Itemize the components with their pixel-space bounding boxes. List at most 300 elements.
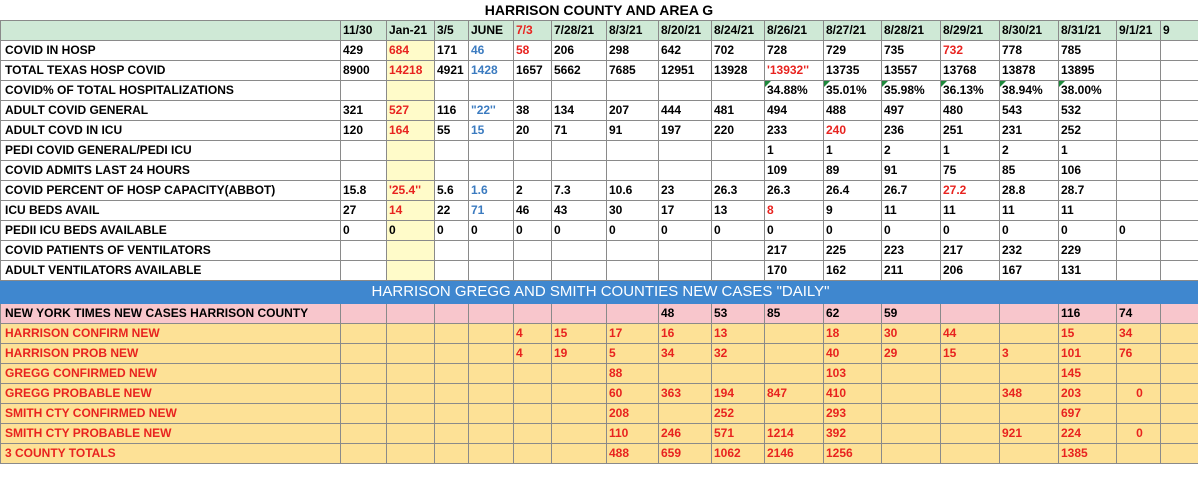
column-header: 8/28/21 — [882, 21, 941, 41]
table-cell: 348 — [1000, 384, 1059, 404]
table-cell: 252 — [1059, 121, 1117, 141]
table-cell — [882, 364, 941, 384]
table-cell: 8900 — [341, 61, 387, 81]
table-cell: 171 — [435, 41, 469, 61]
table-cell — [1161, 261, 1198, 281]
table-cell: 13878 — [1000, 61, 1059, 81]
table-cell: 659 — [659, 444, 712, 464]
table-cell — [1161, 181, 1198, 201]
table-cell: 206 — [941, 261, 1000, 281]
table-cell — [882, 444, 941, 464]
table-cell — [435, 261, 469, 281]
column-header: 11/30 — [341, 21, 387, 41]
table-cell: 22 — [435, 201, 469, 221]
table-cell — [341, 161, 387, 181]
table-cell: 251 — [941, 121, 1000, 141]
table-cell — [514, 141, 552, 161]
table-cell: 134 — [552, 101, 607, 121]
table-cell: 208 — [607, 404, 659, 424]
table-cell: 145 — [1059, 364, 1117, 384]
table-row — [1, 241, 1198, 261]
table-cell: 110 — [607, 424, 659, 444]
table-cell: 0 — [941, 221, 1000, 241]
table-cell — [387, 141, 435, 161]
table-cell — [341, 444, 387, 464]
table-cell — [469, 141, 514, 161]
table-cell: 197 — [659, 121, 712, 141]
table-cell: 363 — [659, 384, 712, 404]
table-cell: 494 — [765, 101, 824, 121]
table-cell — [387, 261, 435, 281]
table-cell — [712, 161, 765, 181]
table-cell — [514, 424, 552, 444]
table-cell — [469, 404, 514, 424]
table-cell: 1385 — [1059, 444, 1117, 464]
table-cell — [341, 304, 387, 324]
row-label: ICU BEDS AVAIL — [1, 201, 341, 221]
table-cell: 1214 — [765, 424, 824, 444]
table-cell: 26.3 — [765, 181, 824, 201]
row-label: COVID PATIENTS OF VENTILATORS — [1, 241, 341, 261]
table-cell: 778 — [1000, 41, 1059, 61]
column-header: 8/24/21 — [712, 21, 765, 41]
row-label: ADULT COVID GENERAL — [1, 101, 341, 121]
table-cell: 2 — [882, 141, 941, 161]
table-cell: 732 — [941, 41, 1000, 61]
table-cell — [607, 141, 659, 161]
table-cell — [435, 404, 469, 424]
table-cell — [469, 304, 514, 324]
table-cell — [469, 444, 514, 464]
table-cell — [341, 241, 387, 261]
table-cell: 392 — [824, 424, 882, 444]
column-header: 7/3 — [514, 21, 552, 41]
table-cell — [1117, 141, 1161, 161]
table-cell — [1161, 41, 1198, 61]
table-cell — [469, 324, 514, 344]
table-cell — [387, 81, 435, 101]
table-cell — [387, 444, 435, 464]
table-cell — [514, 444, 552, 464]
column-header: 8/29/21 — [941, 21, 1000, 41]
table-cell: 0 — [341, 221, 387, 241]
table-cell: 11 — [941, 201, 1000, 221]
table-cell — [1000, 324, 1059, 344]
table-cell: 0 — [607, 221, 659, 241]
table-cell: 1 — [1059, 141, 1117, 161]
table-cell: 34 — [1117, 324, 1161, 344]
table-cell — [1161, 241, 1198, 261]
table-cell: 13557 — [882, 61, 941, 81]
row-label: SMITH CTY CONFIRMED NEW — [1, 404, 341, 424]
table-cell: 0 — [712, 221, 765, 241]
table-cell — [659, 241, 712, 261]
table-cell: 34 — [659, 344, 712, 364]
table-cell — [552, 81, 607, 101]
table-cell — [941, 444, 1000, 464]
table-cell: 224 — [1059, 424, 1117, 444]
table-cell: 13 — [712, 201, 765, 221]
table-cell: 729 — [824, 41, 882, 61]
table-cell — [712, 364, 765, 384]
table-cell: 2 — [514, 181, 552, 201]
table-cell: 223 — [882, 241, 941, 261]
table-cell: 211 — [882, 261, 941, 281]
table-cell: 26.7 — [882, 181, 941, 201]
table-cell: 0 — [659, 221, 712, 241]
case-row — [1, 404, 1198, 424]
column-header: 3/5 — [435, 21, 469, 41]
table-cell — [1161, 324, 1198, 344]
table-cell — [1000, 404, 1059, 424]
table-cell: 48 — [659, 304, 712, 324]
table-cell: 27.2 — [941, 181, 1000, 201]
table-cell: 89 — [824, 161, 882, 181]
table-cell: 0 — [1117, 424, 1161, 444]
table-cell: 35.01% — [824, 81, 882, 101]
table-cell: 444 — [659, 101, 712, 121]
table-cell: 170 — [765, 261, 824, 281]
table-cell — [341, 424, 387, 444]
table-row — [1, 41, 1198, 61]
table-cell: 217 — [765, 241, 824, 261]
table-cell: 116 — [1059, 304, 1117, 324]
table-cell: 20 — [514, 121, 552, 141]
table-cell: 109 — [765, 161, 824, 181]
table-cell: 206 — [552, 41, 607, 61]
row-label: COVID IN HOSP — [1, 41, 341, 61]
table-cell: 231 — [1000, 121, 1059, 141]
table-cell — [1000, 444, 1059, 464]
table-cell — [712, 141, 765, 161]
table-cell: 1 — [941, 141, 1000, 161]
table-cell — [941, 384, 1000, 404]
table-cell: 55 — [435, 121, 469, 141]
table-cell — [435, 304, 469, 324]
table-cell: 38.94% — [1000, 81, 1059, 101]
table-cell — [659, 81, 712, 101]
table-cell: 527 — [387, 101, 435, 121]
column-header: 8/3/21 — [607, 21, 659, 41]
table-cell: 13768 — [941, 61, 1000, 81]
header-row — [1, 21, 1198, 41]
table-cell: 26.3 — [712, 181, 765, 201]
case-row — [1, 324, 1198, 344]
table-cell: 62 — [824, 304, 882, 324]
case-row — [1, 344, 1198, 364]
table-cell: 1.6 — [469, 181, 514, 201]
table-cell: 0 — [552, 221, 607, 241]
table-cell — [435, 424, 469, 444]
row-label: GREGG CONFIRMED NEW — [1, 364, 341, 384]
table-cell — [1161, 304, 1198, 324]
case-row — [1, 424, 1198, 444]
column-header: 7/28/21 — [552, 21, 607, 41]
table-cell: 19 — [552, 344, 607, 364]
case-row — [1, 364, 1198, 384]
table-cell — [941, 304, 1000, 324]
table-cell: '25.4'' — [387, 181, 435, 201]
table-cell — [712, 241, 765, 261]
table-cell: 481 — [712, 101, 765, 121]
table-cell — [552, 141, 607, 161]
table-cell: 543 — [1000, 101, 1059, 121]
table-cell — [435, 344, 469, 364]
table-cell: 131 — [1059, 261, 1117, 281]
table-cell: 167 — [1000, 261, 1059, 281]
table-cell — [435, 161, 469, 181]
table-cell — [607, 81, 659, 101]
table-cell — [469, 261, 514, 281]
table-cell — [1117, 101, 1161, 121]
table-cell — [387, 241, 435, 261]
header-corner — [1, 21, 341, 41]
column-header: 8/27/21 — [824, 21, 882, 41]
table-cell: 571 — [712, 424, 765, 444]
table-row — [1, 181, 1198, 201]
table-cell — [552, 424, 607, 444]
table-cell — [1117, 404, 1161, 424]
row-label: TOTAL TEXAS HOSP COVID — [1, 61, 341, 81]
table-cell: 23 — [659, 181, 712, 201]
table-cell — [469, 241, 514, 261]
table-cell: 71 — [552, 121, 607, 141]
table-cell: 116 — [435, 101, 469, 121]
table-cell: 34.88% — [765, 81, 824, 101]
table-cell — [1161, 364, 1198, 384]
column-header: Jan-21 — [387, 21, 435, 41]
case-row — [1, 384, 1198, 404]
table-cell — [1117, 121, 1161, 141]
table-cell: 40 — [824, 344, 882, 364]
table-cell — [469, 384, 514, 404]
table-cell — [1161, 221, 1198, 241]
table-cell: 0 — [882, 221, 941, 241]
table-cell: 9 — [824, 201, 882, 221]
table-cell — [765, 364, 824, 384]
table-cell: 46 — [514, 201, 552, 221]
row-label: PEDII ICU BEDS AVAILABLE — [1, 221, 341, 241]
table-cell — [435, 324, 469, 344]
table-cell — [1161, 404, 1198, 424]
table-cell: 101 — [1059, 344, 1117, 364]
nyt-row — [1, 304, 1198, 324]
section-band-title: HARRISON GREGG AND SMITH COUNTIES NEW CASES "DAILY" — [1, 281, 1198, 304]
table-cell: 46 — [469, 41, 514, 61]
table-cell: 15 — [1059, 324, 1117, 344]
table-cell — [712, 81, 765, 101]
table-cell — [341, 261, 387, 281]
table-cell — [435, 384, 469, 404]
table-cell: 164 — [387, 121, 435, 141]
table-cell — [941, 404, 1000, 424]
table-row — [1, 61, 1198, 81]
row-label: GREGG PROBABLE NEW — [1, 384, 341, 404]
table-cell — [387, 424, 435, 444]
table-cell — [387, 384, 435, 404]
table-cell: 0 — [824, 221, 882, 241]
table-row — [1, 221, 1198, 241]
row-label: NEW YORK TIMES NEW CASES HARRISON COUNTY — [1, 304, 341, 324]
table-cell: 233 — [765, 121, 824, 141]
table-cell — [514, 241, 552, 261]
row-label: COVID ADMITS LAST 24 HOURS — [1, 161, 341, 181]
table-cell: 220 — [712, 121, 765, 141]
table-cell: 120 — [341, 121, 387, 141]
table-cell: 236 — [882, 121, 941, 141]
table-cell: 60 — [607, 384, 659, 404]
table-cell: 642 — [659, 41, 712, 61]
table-cell: 7685 — [607, 61, 659, 81]
case-row — [1, 444, 1198, 464]
table-cell: 0 — [1000, 221, 1059, 241]
table-cell — [1000, 304, 1059, 324]
table-cell: 17 — [607, 324, 659, 344]
table-row — [1, 101, 1198, 121]
column-header: 8/31/21 — [1059, 21, 1117, 41]
table-cell: 38 — [514, 101, 552, 121]
sheet-title: HARRISON COUNTY AND AREA G — [0, 0, 1198, 20]
table-cell: 59 — [882, 304, 941, 324]
table-cell: 0 — [514, 221, 552, 241]
table-cell: 847 — [765, 384, 824, 404]
table-cell — [1117, 181, 1161, 201]
column-header: 8/30/21 — [1000, 21, 1059, 41]
table-cell: 36.13% — [941, 81, 1000, 101]
table-cell — [469, 161, 514, 181]
table-cell — [435, 81, 469, 101]
table-cell: 13735 — [824, 61, 882, 81]
table-cell — [552, 444, 607, 464]
table-cell — [1117, 261, 1161, 281]
table-cell: 10.6 — [607, 181, 659, 201]
table-cell — [607, 161, 659, 181]
table-cell — [469, 364, 514, 384]
table-cell: 15 — [552, 324, 607, 344]
table-cell: 229 — [1059, 241, 1117, 261]
table-cell: 4921 — [435, 61, 469, 81]
table-cell: 4 — [514, 324, 552, 344]
table-cell: 684 — [387, 41, 435, 61]
table-cell — [1161, 344, 1198, 364]
table-cell: 30 — [607, 201, 659, 221]
table-cell: 252 — [712, 404, 765, 424]
section-band — [1, 281, 1198, 304]
table-cell: 11 — [1059, 201, 1117, 221]
table-cell — [552, 384, 607, 404]
table-cell: 0 — [1059, 221, 1117, 241]
table-cell — [552, 364, 607, 384]
column-header: 9/1/21 — [1117, 21, 1161, 41]
table-cell: 298 — [607, 41, 659, 61]
table-cell: 532 — [1059, 101, 1117, 121]
table-cell — [659, 404, 712, 424]
table-cell: 30 — [882, 324, 941, 344]
table-cell — [435, 444, 469, 464]
table-cell: 5.6 — [435, 181, 469, 201]
row-label: COVID% OF TOTAL HOSPITALIZATIONS — [1, 81, 341, 101]
table-cell: 410 — [824, 384, 882, 404]
table-cell — [341, 141, 387, 161]
table-cell: 1 — [824, 141, 882, 161]
table-cell — [435, 141, 469, 161]
table-cell — [607, 304, 659, 324]
table-cell: 15 — [469, 121, 514, 141]
table-cell: 1256 — [824, 444, 882, 464]
row-label: COVID PERCENT OF HOSP CAPACITY(ABBOT) — [1, 181, 341, 201]
table-cell: 1062 — [712, 444, 765, 464]
table-cell: 14 — [387, 201, 435, 221]
table-row — [1, 201, 1198, 221]
table-cell: 91 — [607, 121, 659, 141]
table-cell — [469, 344, 514, 364]
table-cell — [941, 424, 1000, 444]
table-cell — [659, 261, 712, 281]
table-cell — [552, 241, 607, 261]
table-cell — [341, 404, 387, 424]
table-cell — [1117, 81, 1161, 101]
table-cell: 225 — [824, 241, 882, 261]
table-cell — [387, 161, 435, 181]
table-cell: 246 — [659, 424, 712, 444]
table-cell: 4 — [514, 344, 552, 364]
table-cell: 785 — [1059, 41, 1117, 61]
table-row — [1, 261, 1198, 281]
table-cell: 240 — [824, 121, 882, 141]
table-cell: 293 — [824, 404, 882, 424]
table-cell: 1 — [765, 141, 824, 161]
table-cell — [341, 344, 387, 364]
table-cell — [514, 384, 552, 404]
column-header: 9 — [1161, 21, 1198, 41]
table-cell: 17 — [659, 201, 712, 221]
table-cell: 203 — [1059, 384, 1117, 404]
table-cell: 0 — [435, 221, 469, 241]
table-cell — [514, 261, 552, 281]
table-cell — [514, 304, 552, 324]
table-cell: 28.7 — [1059, 181, 1117, 201]
table-cell — [514, 81, 552, 101]
row-label: ADULT VENTILATORS AVAILABLE — [1, 261, 341, 281]
table-cell: 27 — [341, 201, 387, 221]
table-cell: 162 — [824, 261, 882, 281]
table-cell — [1161, 101, 1198, 121]
table-cell: 13895 — [1059, 61, 1117, 81]
table-cell: 921 — [1000, 424, 1059, 444]
table-cell — [514, 161, 552, 181]
table-cell — [435, 364, 469, 384]
table-cell — [882, 424, 941, 444]
table-cell — [387, 404, 435, 424]
table-cell: 0 — [1117, 221, 1161, 241]
table-cell: 5 — [607, 344, 659, 364]
table-cell — [1117, 201, 1161, 221]
table-cell — [882, 384, 941, 404]
table-cell: "22'' — [469, 101, 514, 121]
table-cell: 0 — [765, 221, 824, 241]
table-cell: 480 — [941, 101, 1000, 121]
table-row — [1, 121, 1198, 141]
table-cell — [552, 404, 607, 424]
table-cell — [1161, 201, 1198, 221]
table-cell: 16 — [659, 324, 712, 344]
table-cell — [1117, 41, 1161, 61]
table-cell: 5662 — [552, 61, 607, 81]
table-cell: 15 — [941, 344, 1000, 364]
table-cell — [341, 81, 387, 101]
table-cell — [659, 161, 712, 181]
table-cell: 85 — [1000, 161, 1059, 181]
